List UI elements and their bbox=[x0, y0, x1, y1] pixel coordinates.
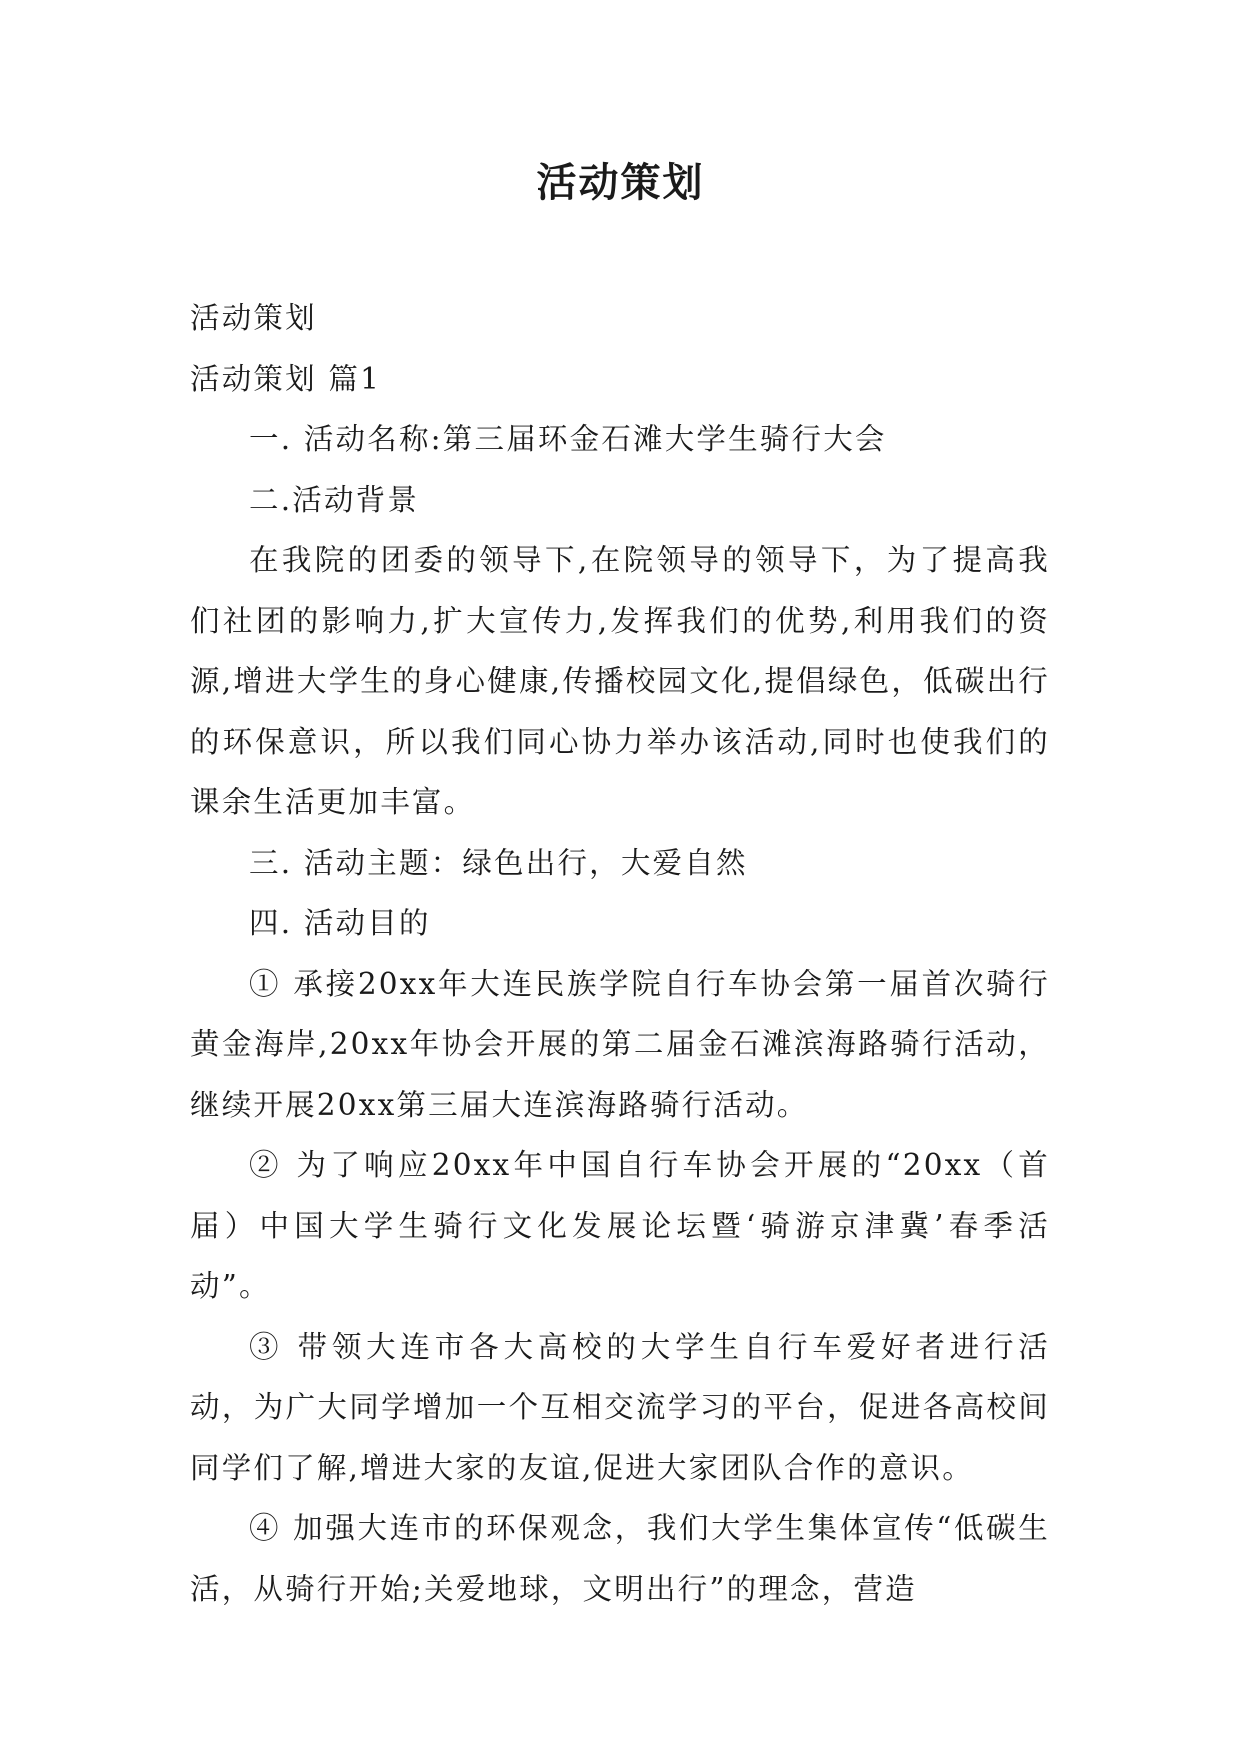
theme-line: 三. 活动主题：绿色出行，大爱自然 bbox=[249, 845, 748, 880]
document-title: 活动策划 bbox=[536, 159, 705, 206]
section-heading: 活动策划 bbox=[190, 301, 317, 335]
section-subheading: 活动策划 篇1 bbox=[190, 361, 382, 396]
purpose-item-2: ② 为了响应20xx年中国自行车协会开展的“20xx（首届）中国大学生骑行文化发展论坛暨‘骑游京津冀’春季活动”。 bbox=[190, 1148, 1050, 1303]
background-heading: 二.活动背景 bbox=[249, 482, 420, 517]
purpose-item-4: ④ 加强大连市的环保观念，我们大学生集体宣传“低碳生活，从骑行开始;关爱地球，文明出行”的理念，营造 bbox=[190, 1511, 1050, 1606]
purpose-item-1: ① 承接20xx年大连民族学院自行车协会第一届首次骑行黄金海岸,20xx年协会开展的第二届金石滩滨海路骑行活动，继续开展20xx第三届大连滨海路骑行活动。 bbox=[190, 966, 1050, 1122]
purpose-item-3: ③ 带领大连市各大高校的大学生自行车爱好者进行活动，为广大同学增加一个互相交流学习的平台，促进各高校间同学们了解,增进大家的友谊,促进大家团队合作的意识。 bbox=[190, 1329, 1050, 1485]
activity-name-line: 一. 活动名称:第三届环金石滩大学生骑行大会 bbox=[249, 422, 887, 456]
background-paragraph: 在我院的团委的领导下,在院领导的领导下，为了提高我们社团的影响力,扩大宣传力,发挥我们的优势,利用我们的资源,增进大学生的身心健康,传播校园文化,提倡绿色，低碳出行的环保意识，所以我们同心协力举办该活动,同时也使我们的课余生活更加丰富。 bbox=[190, 543, 1050, 819]
purpose-heading: 四. 活动目的 bbox=[249, 906, 431, 940]
document-body bbox=[190, 288, 1050, 1619]
